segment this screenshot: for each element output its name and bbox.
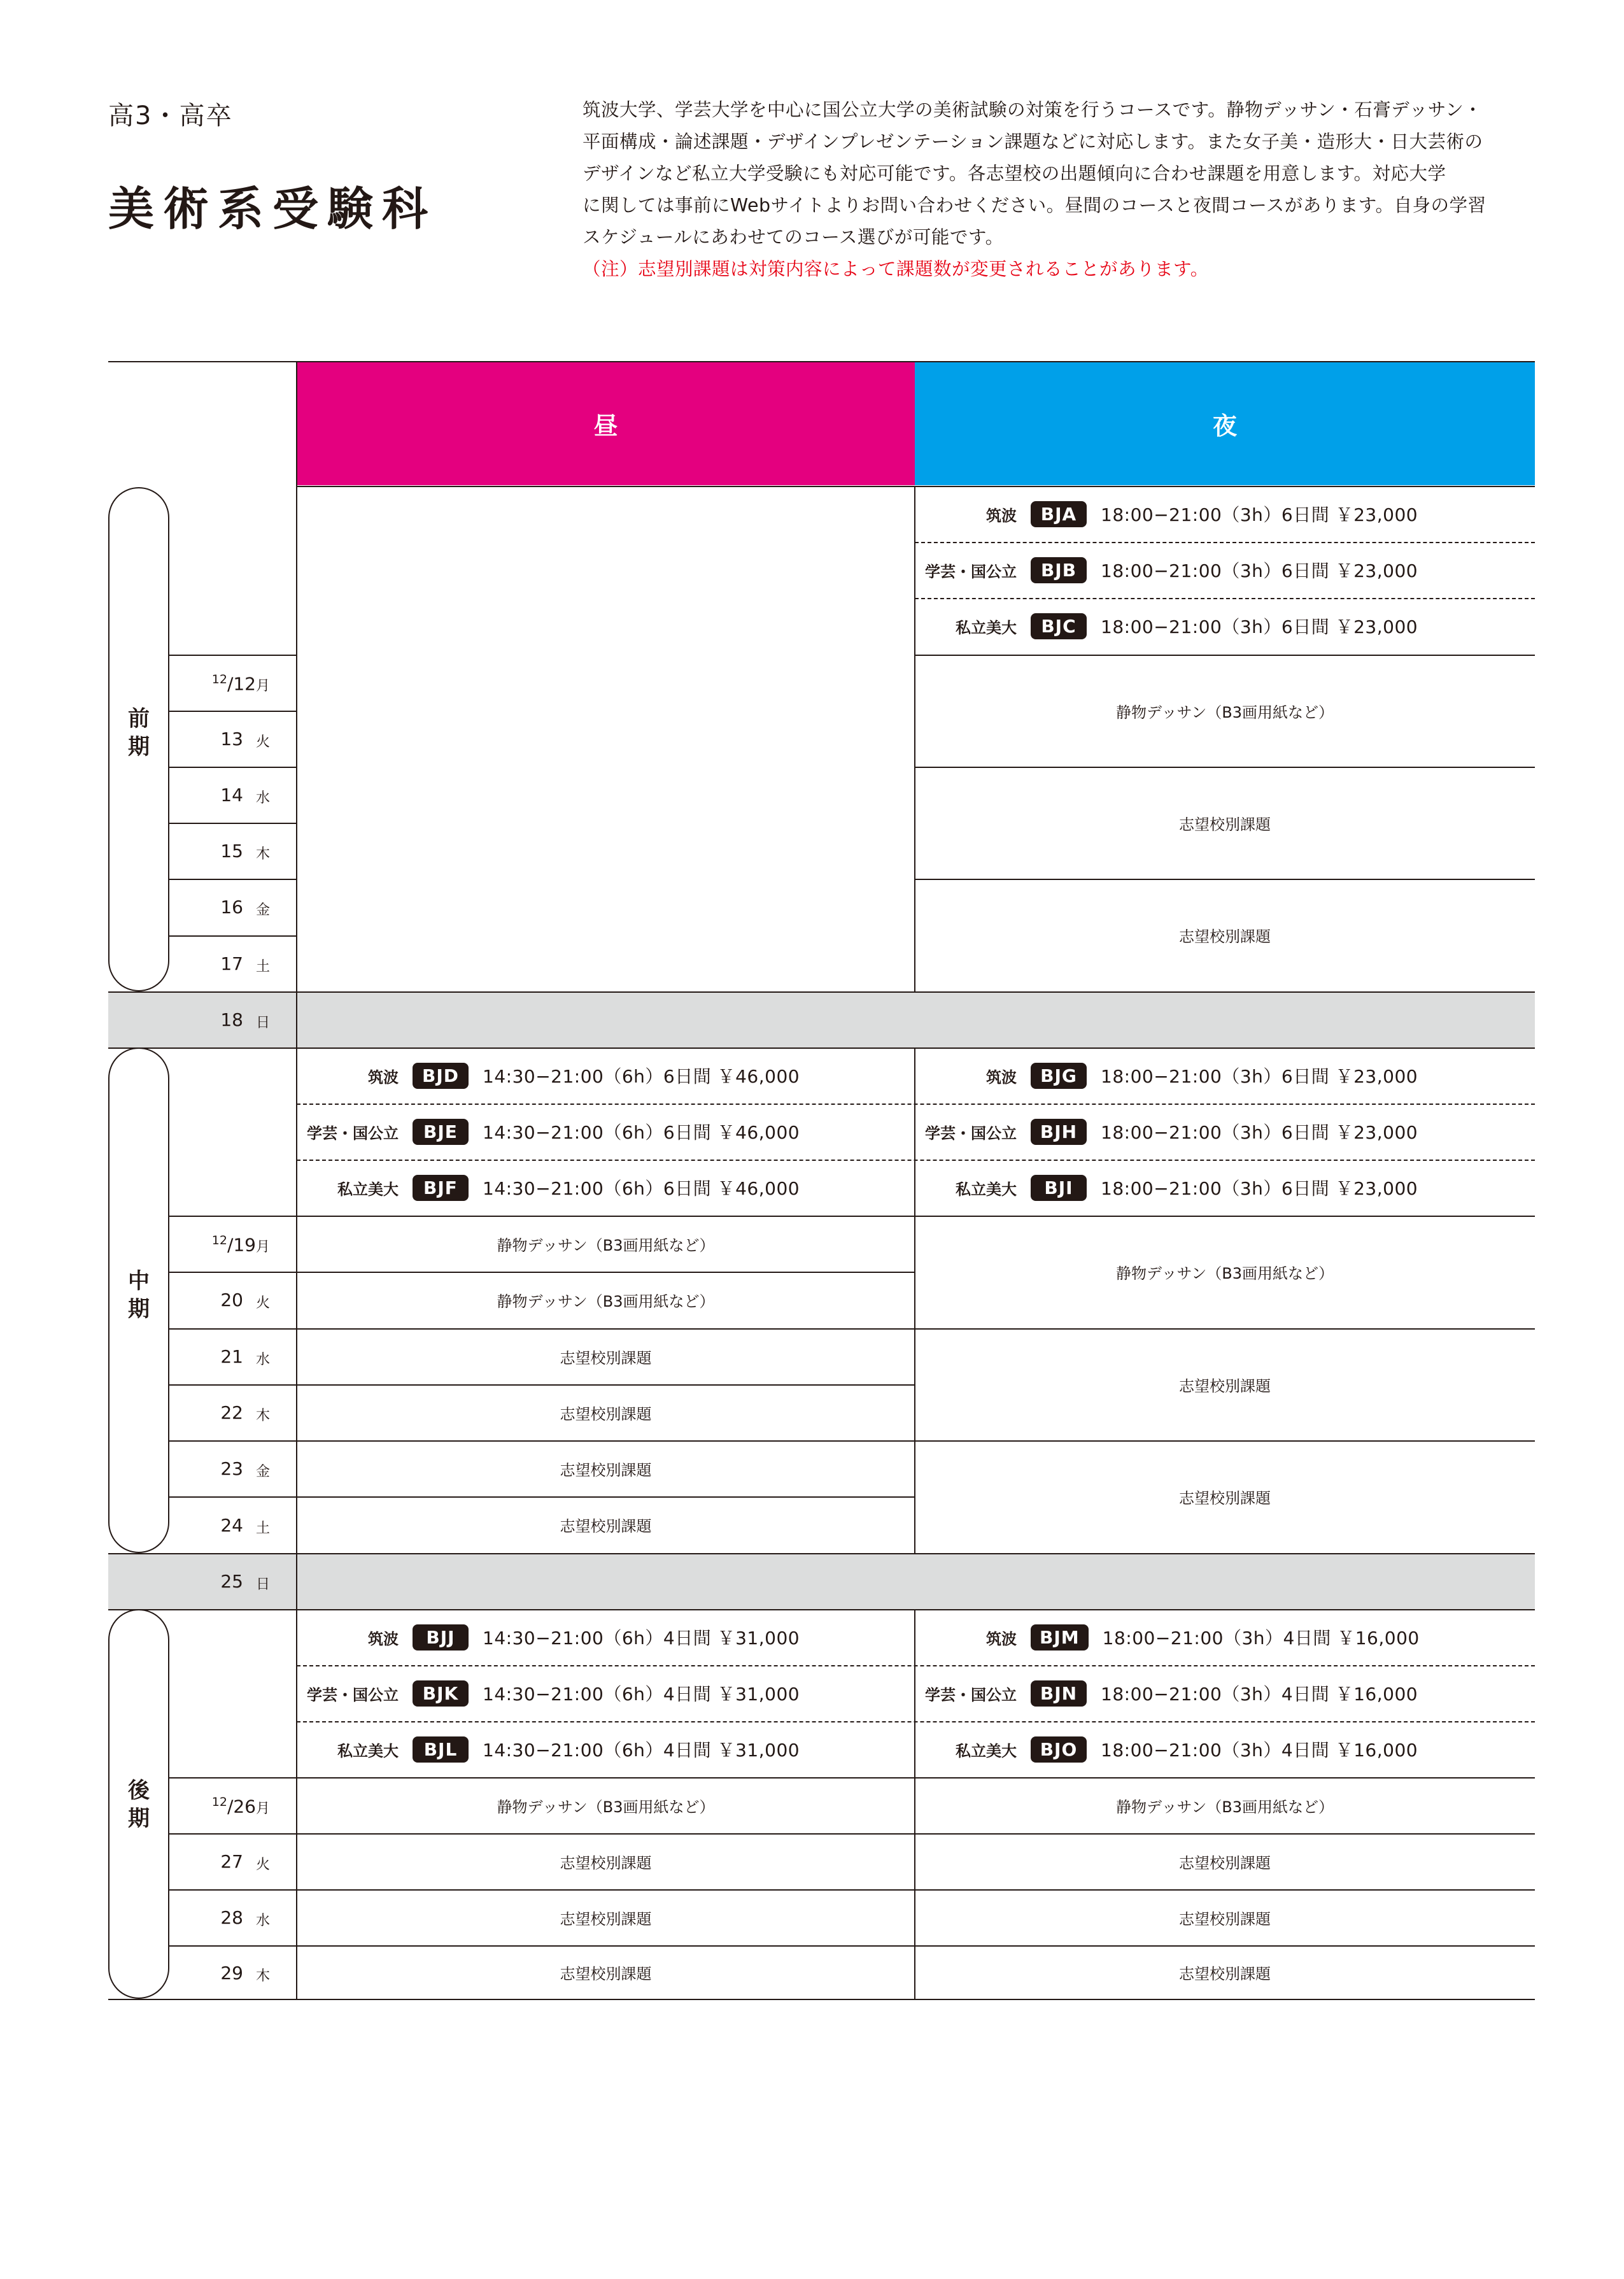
day-column-header — [297, 362, 915, 485]
course-time-price: 18:00−21:00（3h）6日間 ￥23,000 — [1101, 504, 1418, 525]
course-school: 私立美大 — [337, 1180, 399, 1198]
holiday-row-18 — [108, 991, 1535, 1047]
page-title: 美術系受験科 — [108, 182, 437, 236]
course-school: 学芸・国公立 — [925, 1124, 1017, 1142]
date-day: 20 — [220, 1289, 243, 1310]
weekday-label: 日 — [256, 1577, 271, 1593]
night-column-header — [915, 362, 1535, 485]
date-day: /12 — [227, 673, 256, 695]
course-school: 学芸・国公立 — [925, 1686, 1017, 1704]
date-cell — [172, 1795, 256, 1817]
date-cell — [172, 1233, 256, 1255]
task-cell: 静物デッサン（B3画用紙など） — [1115, 703, 1334, 721]
course-time-price: 18:00−21:00（3h）4日間 ￥16,000 — [1101, 1740, 1418, 1761]
task-cell: 志望校別課題 — [560, 1349, 652, 1367]
date-day: 29 — [220, 1963, 243, 1984]
course-code-badge: BJB — [1031, 557, 1087, 583]
course-school: 筑波 — [986, 506, 1017, 525]
course-time-price: 18:00−21:00（3h）6日間 ￥23,000 — [1101, 1066, 1418, 1087]
course-row-bjf — [297, 1160, 800, 1216]
course-time-price: 14:30−21:00（6h）4日間 ￥31,000 — [483, 1740, 800, 1761]
course-school: 私立美大 — [956, 618, 1017, 637]
task-cell: 志望校別課題 — [560, 1964, 652, 1983]
description-line: 平面構成・論述課題・デザインプレゼンテーション課題などに対応します。また女子美・造形大・日大芸術の — [583, 131, 1483, 152]
course-code-badge: BJD — [413, 1063, 469, 1089]
task-cell: 志望校別課題 — [560, 1854, 652, 1872]
course-time-price: 14:30−21:00（6h）6日間 ￥46,000 — [483, 1122, 800, 1143]
course-code-badge: BJI — [1031, 1175, 1087, 1201]
task-cell: 静物デッサン（B3画用紙など） — [497, 1236, 715, 1254]
course-code-badge: BJL — [413, 1736, 469, 1763]
date-day: 16 — [220, 897, 243, 918]
date-day: 23 — [220, 1458, 243, 1479]
course-code-badge: BJF — [413, 1175, 469, 1201]
task-cell: 志望校別課題 — [560, 1461, 652, 1479]
task-cell: 志望校別課題 — [1179, 815, 1271, 834]
description-line: 筑波大学、学芸大学を中心に国公立大学の美術試験の対策を行うコースです。静物デッサン・石膏デッサン・ — [583, 99, 1483, 120]
task-cell: 志望校別課題 — [1179, 1910, 1271, 1928]
weekday-label: 火 — [256, 1857, 271, 1873]
weekday-label: 水 — [256, 1913, 271, 1929]
weekday-label: 火 — [256, 734, 271, 750]
date-month: 12 — [211, 672, 227, 686]
course-school: 筑波 — [368, 1068, 399, 1086]
course-row-bjc — [915, 598, 1418, 654]
task-cell: 志望校別課題 — [1179, 1854, 1271, 1872]
course-time-price: 14:30−21:00（6h）4日間 ￥31,000 — [483, 1628, 800, 1649]
course-code-badge: BJG — [1031, 1063, 1087, 1089]
weekday-label: 土 — [256, 959, 271, 975]
course-row-bjl — [297, 1721, 800, 1777]
course-row-bjj — [297, 1609, 800, 1665]
date-day: 17 — [220, 953, 243, 974]
weekday-label: 金 — [256, 1464, 271, 1480]
task-cell: 志望校別課題 — [1179, 928, 1271, 946]
weekday-label: 月 — [256, 1801, 271, 1817]
period-label-koki — [120, 1777, 158, 1833]
date-day: 27 — [220, 1851, 243, 1872]
description-line: デザインなど私立大学受験にも対応可能です。各志望校の出題傾向に合わせ課題を用意します。対応大学 — [583, 163, 1446, 184]
course-code-badge: BJA — [1031, 501, 1087, 527]
task-cell: 志望校別課題 — [560, 1517, 652, 1535]
period-label-zenki — [120, 705, 158, 761]
course-code-badge: BJC — [1031, 613, 1087, 639]
task-cell: 静物デッサン（B3画用紙など） — [1115, 1798, 1334, 1816]
weekday-label: 月 — [256, 1239, 271, 1255]
date-day: 25 — [220, 1571, 243, 1592]
description-note: （注）志望別課題は対策内容によって課題数が変更されることがあります。 — [583, 259, 1209, 280]
course-code-badge: BJK — [413, 1680, 469, 1707]
weekday-label: 金 — [256, 902, 271, 918]
period-label-text: 中期 — [128, 1268, 150, 1322]
weekday-label: 木 — [256, 1968, 271, 1984]
course-code-badge: BJN — [1031, 1680, 1087, 1707]
course-school: 学芸・国公立 — [925, 562, 1017, 581]
course-row-bjm — [915, 1609, 1420, 1665]
course-school: 私立美大 — [337, 1742, 399, 1760]
course-row-bja — [915, 486, 1418, 542]
task-cell: 静物デッサン（B3画用紙など） — [497, 1798, 715, 1816]
course-row-bje — [297, 1104, 800, 1160]
task-cell: 静物デッサン（B3画用紙など） — [1115, 1265, 1334, 1282]
date-day: 18 — [220, 1009, 243, 1030]
course-row-bjh — [915, 1104, 1418, 1160]
course-school: 学芸・国公立 — [307, 1124, 399, 1142]
date-day: /19 — [227, 1234, 256, 1256]
course-code-badge: BJM — [1031, 1624, 1089, 1651]
course-code-badge: BJO — [1031, 1736, 1087, 1763]
task-cell: 志望校別課題 — [1179, 1489, 1271, 1507]
date-day: 14 — [220, 785, 243, 806]
course-time-price: 14:30−21:00（6h）6日間 ￥46,000 — [483, 1178, 800, 1199]
course-school: 私立美大 — [956, 1742, 1017, 1760]
course-school: 筑波 — [986, 1629, 1017, 1648]
course-code-badge: BJH — [1031, 1119, 1087, 1145]
course-time-price: 18:00−21:00（3h）6日間 ￥23,000 — [1101, 560, 1418, 581]
weekday-label: 水 — [256, 790, 271, 806]
task-cell: 志望校別課題 — [560, 1405, 652, 1423]
weekday-label: 月 — [256, 678, 271, 694]
date-day: /26 — [227, 1796, 256, 1817]
task-cell: 静物デッサン（B3画用紙など） — [497, 1293, 715, 1310]
weekday-label: 日 — [256, 1015, 271, 1031]
course-school: 学芸・国公立 — [307, 1686, 399, 1704]
course-code-badge: BJJ — [413, 1624, 469, 1651]
course-school: 筑波 — [986, 1068, 1017, 1086]
period-label-text: 後期 — [128, 1778, 150, 1831]
course-school: 筑波 — [368, 1629, 399, 1648]
course-row-bjd — [297, 1047, 800, 1104]
holiday-row-25 — [108, 1553, 1535, 1609]
weekday-label: 木 — [256, 1408, 271, 1424]
course-time-price: 18:00−21:00（3h）6日間 ￥23,000 — [1101, 1178, 1418, 1199]
course-time-price: 18:00−21:00（3h）6日間 ￥23,000 — [1101, 1122, 1418, 1143]
weekday-label: 火 — [256, 1295, 271, 1311]
course-code-badge: BJE — [413, 1119, 469, 1145]
date-day: 28 — [220, 1907, 243, 1928]
course-time-price: 18:00−21:00（3h）4日間 ￥16,000 — [1101, 1684, 1418, 1705]
course-row-bji — [915, 1160, 1418, 1216]
date-day: 21 — [220, 1346, 243, 1367]
course-row-bjg — [915, 1047, 1418, 1104]
day-column-label: 昼 — [593, 411, 618, 440]
night-column-label: 夜 — [1212, 411, 1237, 440]
date-day: 15 — [220, 841, 243, 862]
weekday-label: 土 — [256, 1521, 271, 1537]
course-row-bjo — [915, 1721, 1418, 1777]
weekday-label: 木 — [256, 846, 271, 862]
course-time-price: 14:30−21:00（6h）6日間 ￥46,000 — [483, 1066, 800, 1087]
period-label-chuki — [120, 1267, 158, 1323]
grade-label: 高3・高卒 — [108, 101, 233, 131]
task-cell: 志望校別課題 — [560, 1910, 652, 1928]
course-time-price: 14:30−21:00（6h）4日間 ￥31,000 — [483, 1684, 800, 1705]
period-label-text: 前期 — [128, 706, 150, 760]
course-time-price: 18:00−21:00（3h）6日間 ￥23,000 — [1101, 616, 1418, 637]
date-day: 24 — [220, 1515, 243, 1536]
weekday-label: 水 — [256, 1352, 271, 1368]
date-month: 12 — [211, 1233, 227, 1247]
task-cell: 志望校別課題 — [1179, 1377, 1271, 1395]
course-school: 私立美大 — [956, 1180, 1017, 1198]
description-line: スケジュールにあわせてのコース選びが可能です。 — [583, 227, 1004, 248]
description-line: に関しては事前にWebサイトよりお問い合わせください。昼間のコースと夜間コースがあります。自身の学習 — [583, 195, 1486, 216]
date-day: 22 — [220, 1402, 243, 1423]
course-row-bjn — [915, 1665, 1418, 1721]
date-month: 12 — [211, 1795, 227, 1809]
course-row-bjk — [297, 1665, 800, 1721]
date-cell — [172, 672, 256, 694]
task-cell: 志望校別課題 — [1179, 1964, 1271, 1983]
course-time-price: 18:00−21:00（3h）4日間 ￥16,000 — [1102, 1628, 1420, 1649]
course-row-bjb — [915, 542, 1418, 598]
date-day: 13 — [220, 728, 243, 749]
